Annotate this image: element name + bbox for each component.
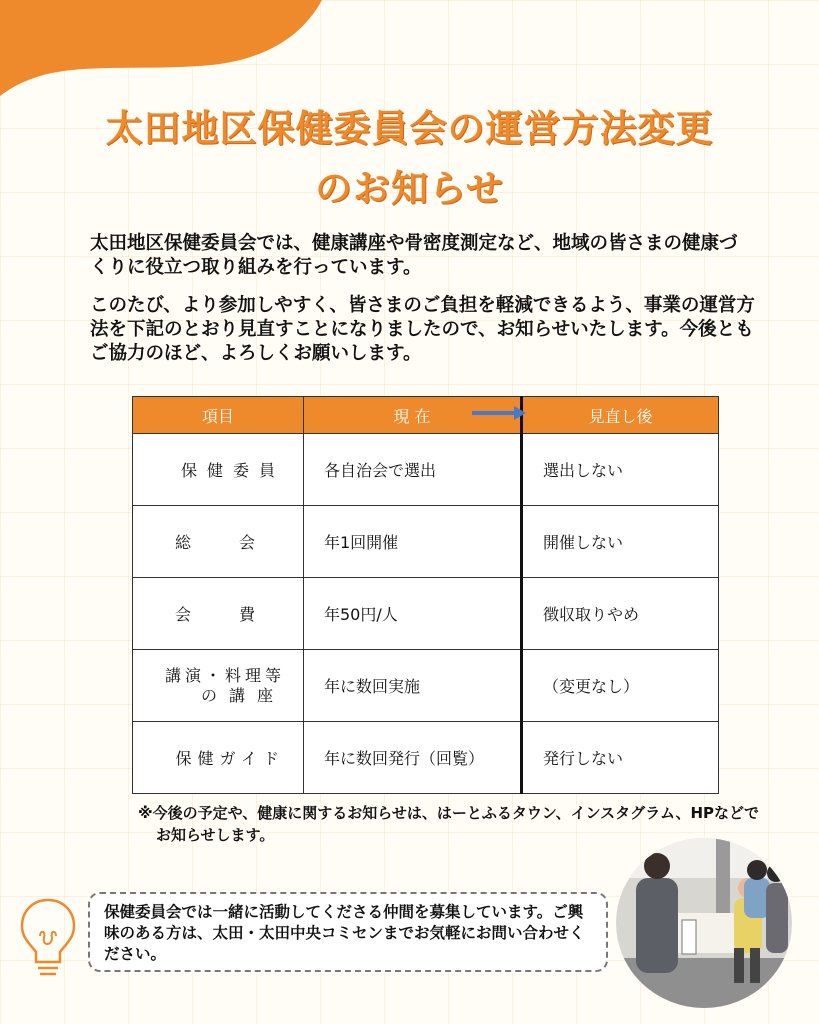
table-row (133, 650, 719, 722)
header-item: 項目 (133, 397, 304, 434)
footnote: ※今後の予定や、健康に関するお知らせは、はーとふるタウン、インスタグラム、HPなどでお知らせします。 (138, 804, 760, 844)
change-table (132, 396, 719, 794)
volunteer-photo (616, 838, 792, 1008)
row-current: 各自治会で選出 (304, 434, 522, 506)
right-arrow-icon (470, 403, 530, 423)
table-row (133, 722, 719, 794)
row-current: 年50円/人 (304, 578, 522, 650)
row-item: 保健委員 (133, 434, 304, 506)
intro-paragraph-2: このたび、より参加しやすく、皆さまのご負担を軽減できるよう、事業の運営方法を下記のとおり見直すことになりましたので、お知らせいたします。今後ともご協力のほど、よろしくお願いします。 (90, 295, 755, 364)
table-row (133, 578, 719, 650)
row-item (133, 650, 304, 722)
page-title-line1: 太田地区保健委員会の運営方法変更 (105, 107, 714, 150)
row-item: 総会 (133, 506, 304, 578)
row-item-line1: 講演・料理等 (164, 665, 285, 685)
header-after: 見直し後 (522, 397, 719, 434)
recruitment-box: 保健委員会では一緒に活動してくださる仲間を募集しています。ご興味のある方は、太田・太田中央コミセンまでお気軽にお問い合わせください。 (88, 892, 608, 972)
row-item-line2: の講座 (200, 685, 285, 705)
lightbulb-icon (18, 896, 78, 986)
row-current: 年1回開催 (304, 506, 522, 578)
table-row (133, 506, 719, 578)
row-after: 発行しない (522, 722, 719, 794)
row-after: 開催しない (522, 506, 719, 578)
orange-corner-blob (0, 0, 330, 100)
intro-paragraph-1: 太田地区保健委員会では、健康講座や骨密度測定など、地域の皆さまの健康づくりに役立つ取り組みを行っています。 (90, 233, 738, 278)
table-row (133, 434, 719, 506)
table-header-row (133, 397, 719, 434)
row-item: 会費 (133, 578, 304, 650)
header-current: 現 在 (304, 397, 522, 434)
page-title-line2: のお知らせ (315, 167, 504, 210)
row-after: 選出しない (522, 434, 719, 506)
row-after: （変更なし） (522, 650, 719, 722)
row-current: 年に数回発行（回覧） (304, 722, 522, 794)
row-current: 年に数回実施 (304, 650, 522, 722)
row-after: 徴収取りやめ (522, 578, 719, 650)
row-item: 保健ガイド (133, 722, 304, 794)
